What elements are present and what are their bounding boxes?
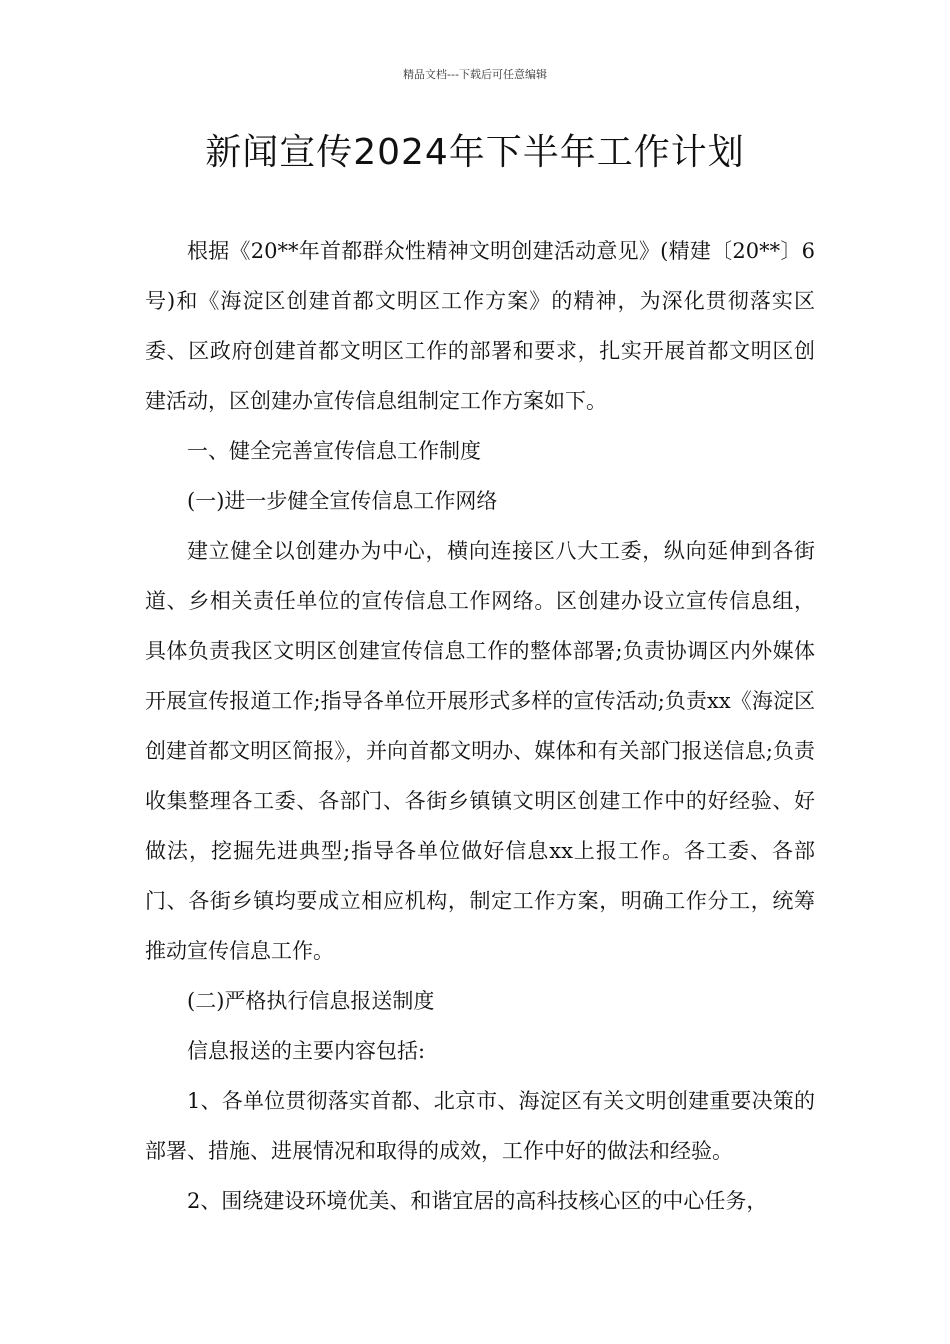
document-title: 新闻宣传2024年下半年工作计划 — [205, 132, 745, 173]
subsection-heading: (二)严格执行信息报送制度 — [187, 989, 435, 1013]
paragraph: 信息报送的主要内容包括: — [187, 1039, 426, 1063]
paragraph: 根据《20**年首都群众性精神文明创建活动意见》(精建〔20**〕6号)和《海淀区创建首都文明区工作方案》的精神，为深化贯彻落实区委、区政府创建首都文明区工作的部署和要求，扎实开展首都文明区创建活动，区创建办宣传信息组制定工作方案如下。 — [145, 239, 815, 413]
document-body — [145, 226, 815, 1226]
section-heading: 一、健全完善宣传信息工作制度 — [187, 439, 481, 463]
subsection-heading: (一)进一步健全宣传信息工作网络 — [187, 489, 498, 513]
list-item: 2、围绕建设环境优美、和谐宜居的高科技核心区的中心任务， — [187, 1189, 768, 1213]
paragraph: 建立健全以创建办为中心，横向连接区八大工委，纵向延伸到各街道、乡相关责任单位的宣传信息工作网络。区创建办设立宣传信息组，具体负责我区文明区创建宣传信息工作的整体部署;负责协调区内外媒体开展宣传报道工作;指导各单位开展形式多样的宣传活动;负责xx《海淀区创建首都文明区简报》，并向首都文明办、媒体和有关部门报送信息;负责收集整理各工委、各部门、各街乡镇镇文明区创建工作中的好经验、好做法，挖掘先进典型;指导各单位做好信息xx上报工作。各工委、各部门、各街乡镇均要成立相应机构，制定工作方案，明确工作分工，统筹推动宣传信息工作。 — [145, 539, 815, 963]
page-header: 精品文档---下载后可任意编辑 — [403, 68, 547, 81]
list-item: 1、各单位贯彻落实首都、北京市、海淀区有关文明创建重要决策的部署、措施、进展情况和取得的成效，工作中好的做法和经验。 — [145, 1089, 815, 1163]
